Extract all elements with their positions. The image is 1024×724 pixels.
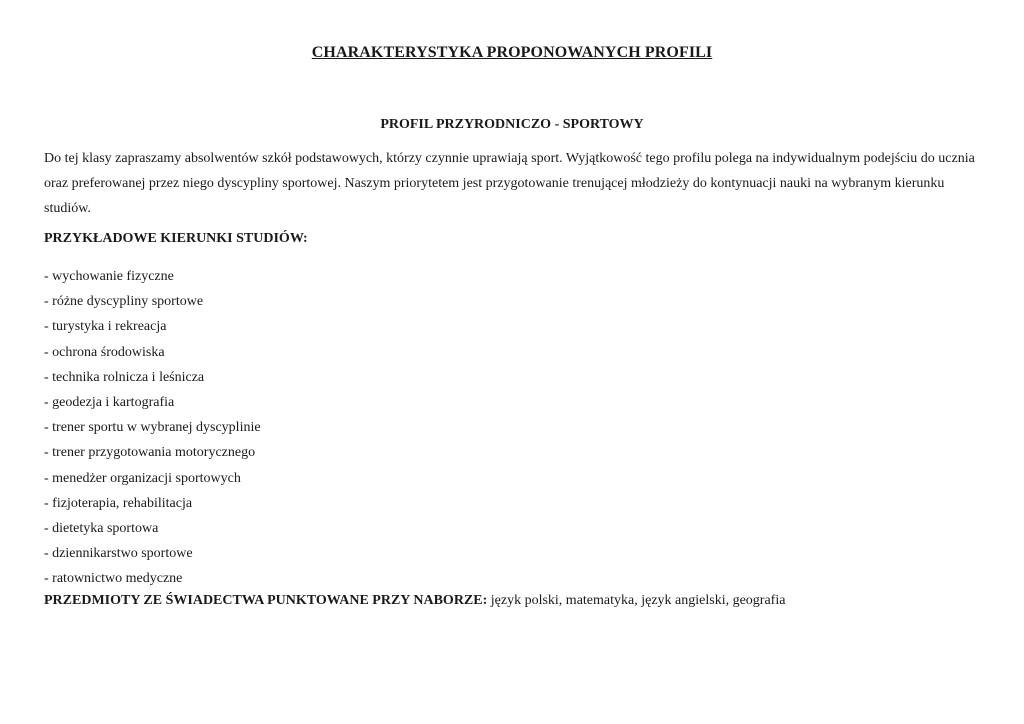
list-item: - dziennikarstwo sportowe [44, 541, 261, 566]
list-item: - technika rolnicza i leśnicza [44, 365, 261, 390]
list-item: - ratownictwo medyczne [44, 566, 261, 591]
scored-subjects [44, 593, 785, 609]
list-item: - turystyka i rekreacja [44, 314, 261, 339]
section-title: PROFIL PRZYRODNICZO - SPORTOWY [380, 117, 644, 132]
list-item: - menedżer organizacji sportowych [44, 466, 261, 491]
list-item: - trener sportu w wybranej dyscyplinie [44, 415, 261, 440]
list-item: - dietetyka sportowa [44, 516, 261, 541]
list-item: - wychowanie fizyczne [44, 264, 261, 289]
list-item: - geodezja i kartografia [44, 390, 261, 415]
studies-list [44, 264, 261, 592]
list-item: - ochrona środowiska [44, 340, 261, 365]
scored-subjects-label: PRZEDMIOTY ZE ŚWIADECTWA PUNKTOWANE PRZY NABORZE: [44, 593, 488, 608]
list-item: - różne dyscypliny sportowe [44, 289, 261, 314]
list-item: - fizjoterapia, rehabilitacja [44, 491, 261, 516]
studies-list-heading: PRZYKŁADOWE KIERUNKI STUDIÓW: [44, 231, 308, 246]
intro-paragraph: Do tej klasy zapraszamy absolwentów szkół podstawowych, którzy czynnie uprawiają sport. Wyjątkowość tego profilu polega na indywidualnym podejściu do ucznia oraz preferowanej przez niego dyscypliny sportowej. Naszym priorytetem jest przygotowanie trenującej młodzieży do kontynuacji nauki na wybranym kierunku studiów. [44, 151, 975, 216]
scored-subjects-value: język polski, matematyka, język angielski, geografia [487, 593, 786, 608]
document-title: CHARAKTERYSTYKA PROPONOWANYCH PROFILI [311, 44, 713, 61]
list-item: - trener przygotowania motorycznego [44, 440, 261, 465]
